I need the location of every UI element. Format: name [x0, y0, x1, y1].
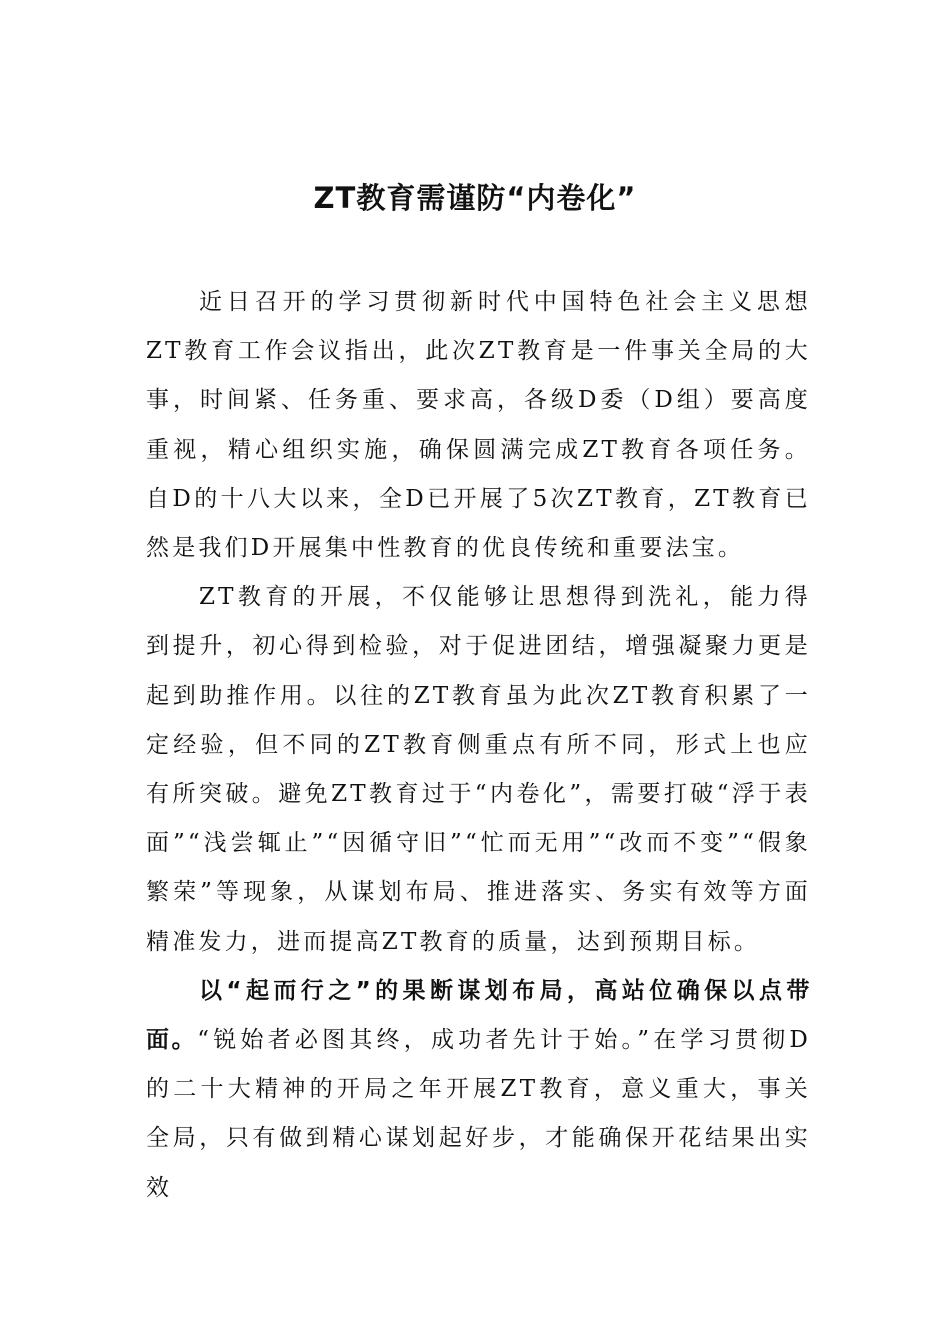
paragraph-3-lead-sentence: 以“起而行之”的果断谋划布局，高站位确保以点带面。: [146, 977, 811, 1054]
document-body: [146, 278, 811, 1213]
paragraph-1: [146, 278, 811, 573]
paragraph-2-text: ZT教育的开展，不仅能够让思想得到洗礼，能力得到提升，初心得到检验，对于促进团结，增强凝聚力更是起到助推作用。以往的ZT教育虽为此次ZT教育积累了一定经验，但不同的ZT教育侧重点有所不同，形式上也应有所突破。避免ZT教育过于“内卷化”，需要打破“浮于表面”“浅尝辄止”“因循守旧”“忙而无用”“改而不变”“假象繁荣”等现象，从谋划布局、推进落实、务实有效等方面精准发力，进而提高ZT教育的质量，达到预期目标。: [146, 584, 811, 955]
paragraph-2: [146, 573, 811, 967]
document-title: ZT教育需谨防“内卷化”: [313, 181, 637, 215]
paragraph-3: [146, 967, 811, 1213]
paragraph-3-text: “锐始者必图其终，成功者先计于始。”在学习贯彻D的二十大精神的开局之年开展ZT教育，意义重大，事关全局，只有做到精心谋划起好步，才能确保开花结果出实效: [146, 1027, 811, 1201]
paragraph-1-text: 近日召开的学习贯彻新时代中国特色社会主义思想ZT教育工作会议指出，此次ZT教育是一件事关全局的大事，时间紧、任务重、要求高，各级D委（D组）要高度重视，精心组织实施，确保圆满完成ZT教育各项任务。自D的十八大以来，全D已开展了5次ZT教育，ZT教育已然是我们D开展集中性教育的优良传统和重要法宝。: [146, 289, 811, 562]
